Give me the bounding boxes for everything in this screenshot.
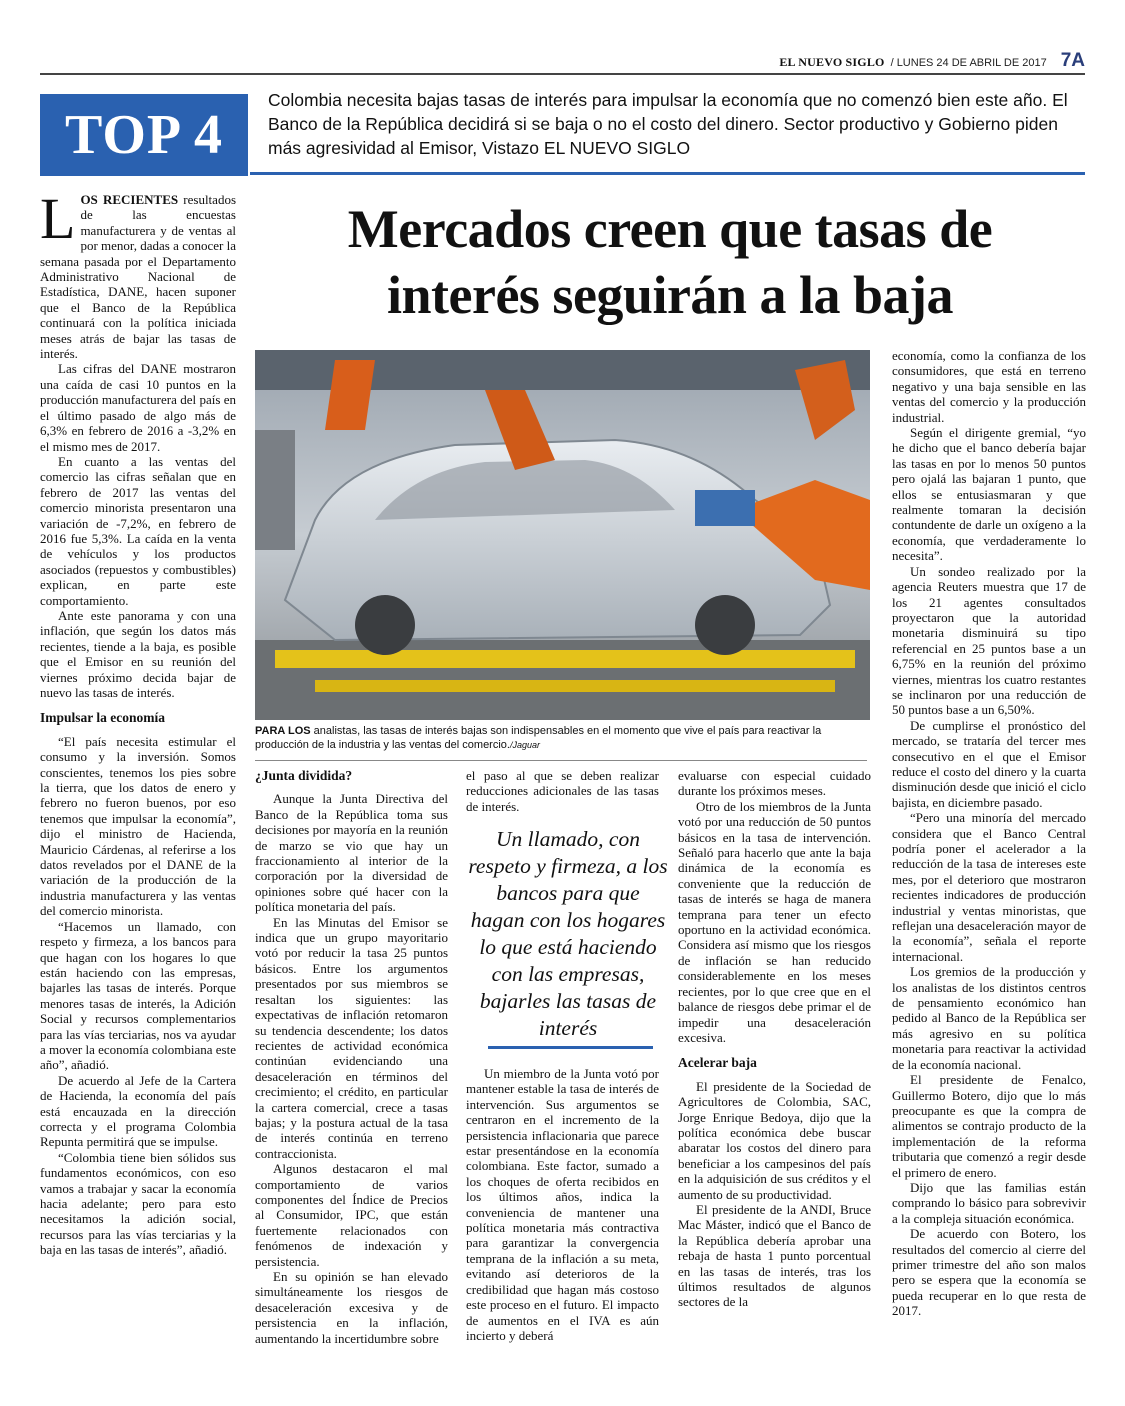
paragraph: Otro de los miembros de la Junta votó por una reducción de 50 puntos básicos en la tasa de intervención. Señaló para hacerlo que ante la baja dinámica de la economía es conveniente que la reducción de tasas de interés se haga de manera temprana para tener un efecto oportuno en la actividad económica. Considera así mismo que los riesgos de inflación se han reducido considerablemente en los meses recientes, por lo que cree que en el balance de riesgos debe primar el de impedir una desaceleración excesiva.: [678, 798, 871, 1045]
article-column-2: [255, 768, 448, 1346]
paragraph: De cumplirse el pronóstico del mercado, se trataría del tercer mes consecutivo en el que el Emisor reduce el costo del dinero y la cuarta disminución desde que inició el ciclo bajista, en diciembre pasado.: [892, 717, 1086, 810]
section-intro: Colombia necesita bajas tasas de interés para impulsar la economía que no comenzó bien este año. El Banco de la República decidirá si se baja o no el costo del dinero. Sector productivo y Gobierno piden más agresividad al Emisor, Vistazo EL NUEVO SIGLO: [268, 90, 1068, 158]
paragraph: El presidente de la ANDI, Bruce Mac Máster, indicó que el Banco de la República debería aprobar una rebaja de hasta 1 punto porcentual en las tasas de interés, tras los últimos resultados de algunos sectores de la: [678, 1201, 871, 1310]
paragraph: En cuanto a las ventas del comercio las cifras señalan que en febrero de 2017 las ventas del comercio minorista presentaron una variación de -7,2%, en febrero de 2016 fue 5,3%. La caída en la venta de vehículos y los productos asociados (repuestos y combustibles) explican, en parte este comportamiento.: [40, 453, 236, 608]
paragraph: De acuerdo al Jefe de la Cartera de Hacienda, la economía del país está encauzada en la dirección correcta y el programa Colombia Repunta permitirá que se impulse.: [40, 1072, 236, 1150]
paragraph: economía, como la confianza de los consumidores, que está en terreno negativo y una baja sensible en las ventas del comercio y la producción industrial.: [892, 348, 1086, 425]
article-column-5: [892, 348, 1086, 1319]
subheading: ¿Junta dividida?: [255, 768, 353, 783]
issue-date: / LUNES 24 DE ABRIL DE 2017: [890, 57, 1047, 69]
paragraph: “Pero una minoría del mercado considera que el Banco Central podría poner el acelerador a la reducción de la tasa de intereses este mes, por el deterioro que mostraron recientes indicadores de producción industrial y ventas minoristas, que reflejan una desaceleración mayor de la economía”, señala el reporte internacional.: [892, 810, 1086, 964]
paragraph: “Hacemos un llamado, con respeto y firmeza, a los bancos para que hagan con los hogares lo que están haciendo con las empresas, bajarles las tasas de interés. Porque menores tasas de interés, la Adición Social y recursos complementarios para las vías terciarias, nos va ayudar a mover la economía colombiana este año”, añadió.: [40, 918, 237, 1073]
photo-caption: PARA LOS analistas, las tasas de interés bajas son indispensables en el momento que vive el país para reactivar la producción de la industria y las ventas del comercio./Jaguar: [255, 725, 822, 751]
page-header: [779, 50, 1085, 72]
article-column-1: [40, 186, 237, 1258]
pull-quote: Un llamado, con respeto y firmeza, a los bancos para que hagan con los hogares lo que está haciendo con las empresas, bajarles las tasas de interés: [468, 827, 668, 1040]
paragraph: En las Minutas del Emisor se indica que un grupo mayoritario votó por reducir la tasa 25 puntos básicos. Entre los argumentos presentados por sus miembros se resaltan los siguientes: las expectativas de inflación retomaron su tendencia descendente; los datos recientes de actividad económica continúan evidenciando una desaceleración en términos del crecimiento; el crédito, en particular la cartera comercial, crece a tasas bajas; y la postura actual de la tasa de interés continúa en terreno contraccionista.: [255, 914, 448, 1161]
caption-rule: [255, 760, 867, 761]
paragraph: “Colombia tiene bien sólidos sus fundamentos económicos, con eso vamos a trabajar y sacar la economía hacia adelante; pero para esto necesitamos la adición social, recursos para las vías terciarias y la baja en las tasas de interés”, añadió.: [40, 1149, 236, 1258]
paragraph: Algunos destacaron el mal comportamiento de varios componentes del Índice de Precios al Consumidor, IPC, que están fuertemente relacionados con fenómenos de indexación y persistencia.: [255, 1161, 448, 1269]
paragraph: De acuerdo con Botero, los resultados del comercio al cierre del primer trimestre del año son malos pero se espera que la economía se pueda recuperar en lo que resta de 2017.: [892, 1226, 1086, 1319]
paragraph: El presidente de Fenalco, Guillermo Botero, dijo que lo más preocupante es que la compra de alimentos se contrajo producto de la implementación de la reforma tributaria que comenzó a regir desde el primero de enero.: [892, 1072, 1086, 1180]
paragraph: el paso al que se deben realizar reducciones adicionales de las tasas de interés.: [466, 768, 659, 814]
headline: Mercados creen que tasas de interés seguirán a la baja: [347, 199, 993, 325]
paragraph: Según el dirigente gremial, “yo he dicho que el banco debería bajar las tasas en por lo menos 50 puntos pero ojalá las bajaran 1 punto, que ellos se entusiasmaran y que realmente tomaran la decisión contundente de darle un oxígeno a la economía, que verdaderamente lo necesita”.: [892, 425, 1086, 564]
paragraph: Dijo que las familias están comprando lo básico para sobrevivir a la compleja situación económica.: [892, 1179, 1086, 1226]
paragraph: El presidente de la Sociedad de Agricultores de Colombia, SAC, Jorge Enrique Bedoya, dijo que la política económica debe buscar abaratar los costos del dinero para beneficiar a los campesinos del país en la adquisición de sus créditos y el aumento de su productividad.: [678, 1078, 871, 1202]
paragraph: Aunque la Junta Directiva del Banco de la República toma sus decisiones por mayoría en la reunión de marzo se vio que hay un fraccionamiento al interior de la corporación por la diversidad de opiniones sobre qué hacer con la política monetaria del país.: [255, 791, 448, 915]
paragraph: Un sondeo realizado por la agencia Reuters muestra que 17 de los 21 agentes consultados proyectaron que la autoridad monetaria disminuirá su tipo referencial en 25 puntos base a un 6,75% en la reunión del próximo viernes, mientras los cuatro restantes se inclinaron por una reducción de 50 puntos base a un 6,50%.: [892, 563, 1086, 718]
page-number: 7A: [1060, 50, 1085, 71]
paragraph: Un miembro de la Junta votó por mantener estable la tasa de interés de intervención. Sus argumentos se centraron en el incremento de la persistencia inflacionaria que parece estar presentándose en la economía colombiana. Este factor, sumado a los choques de oferta recibidos en los últimos años, indica la conveniencia de mantener una política monetaria más contractiva para garantizar la convergencia temprana de la inflación a su meta, evitando así deterioros de la credibilidad que hagan más costoso este proceso en el futuro. El impacto de aumentos en el IVA es aún incierto y deberá: [466, 1066, 659, 1343]
factory-robots-photo: [255, 350, 870, 720]
paragraph: Ante este panorama y con una inflación, que según los datos más recientes, tiende a la baja, es posible que el Emisor en su reunión del viernes próximo decida bajar de nuevo las tasas de interés.: [40, 607, 236, 700]
article-column-3: [466, 768, 659, 814]
paragraph: Las cifras del DANE mostraron una caída de casi 10 puntos en la producción manufacturera del país en el último pasado de algo más de 6,3% en febrero de 2016 a -3,2% en el mismo mes de 2017.: [40, 361, 236, 454]
pull-quote-rule: [488, 1046, 653, 1049]
lead-in: OS RECIENTES: [80, 192, 179, 207]
drop-cap: L: [40, 186, 76, 251]
subheading: Impulsar la economía: [40, 710, 166, 726]
newspaper-name: EL NUEVO SIGLO: [779, 55, 885, 69]
article-column-3b: [466, 1066, 659, 1343]
subheading: Acelerar baja: [678, 1055, 757, 1071]
photo-credit: /Jaguar: [509, 740, 540, 750]
lead-paragraph: LOS RECIENTES resultados de las encuestas manufacturera y de ventas al por menor, dadas a conocer la semana pasada por el Departamento Administrativo Nacional de Estadística, DANE, hacen suponer que el Banco de la República continuará con la política iniciada meses atrás de bajar las tasas de interés.: [40, 186, 236, 362]
section-label: TOP 4: [40, 94, 248, 176]
intro-rule: [250, 172, 1085, 175]
car-assembly-illustration: [255, 350, 870, 720]
paragraph: Los gremios de la producción y los analistas de los distintos centros de pensamiento económico han pedido al Banco de la República ser más agresivo en su política monetaria para reactivar la actividad de la economía nacional.: [892, 964, 1086, 1072]
article-column-4: [678, 768, 871, 1310]
header-rule: [40, 73, 1085, 75]
paragraph: evaluarse con especial cuidado durante los próximos meses.: [678, 768, 871, 799]
paragraph: “El país necesita estimular el consumo y la inversión. Somos conscientes, tenemos los pies sobre la tierra, que los datos de enero y febrero no fueron buenos, por eso tenemos que impulsar la economía”, dijo el ministro de Hacienda, Mauricio Cárdenas, al referirse a los datos revelados por el DANE de la variación de la producción de la industria manufacturera y las ventas del comercio minorista.: [40, 733, 236, 919]
paragraph: En su opinión se han elevado simultáneamente los riesgos de desaceleración excesiva y de persistencia en la inflación, aumentando la incertidumbre sobre: [255, 1269, 448, 1346]
